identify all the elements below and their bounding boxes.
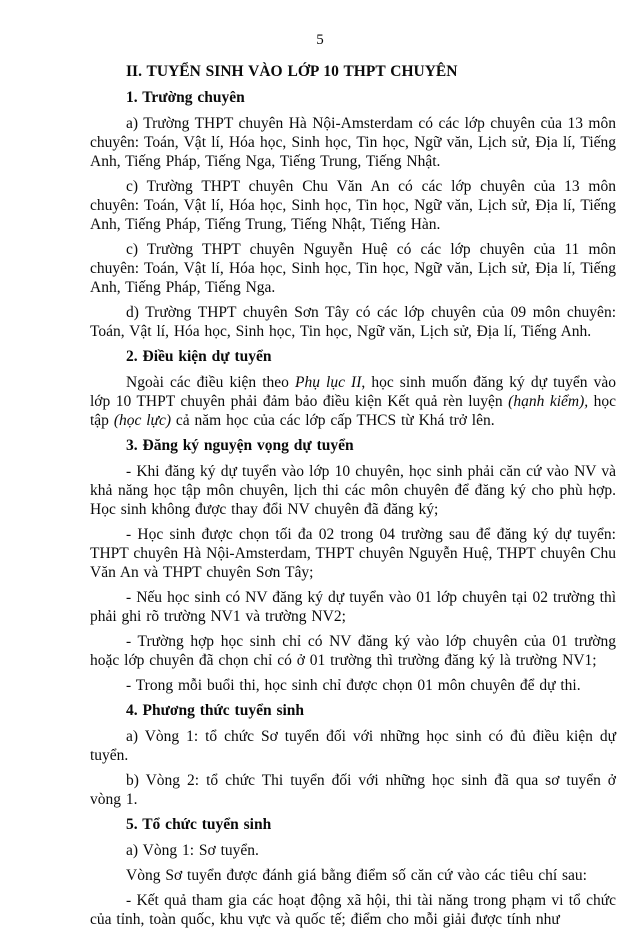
paragraph: - Trong mỗi buổi thi, học sinh chỉ được chọn 01 môn chuyên để dự thi. — [126, 677, 581, 694]
page-number: 5 — [316, 32, 324, 48]
paragraph: a) Vòng 1: tổ chức Sơ tuyển đối với những học sinh có đủ điều kiện dự tuyển. — [90, 728, 616, 764]
paragraph: a) Vòng 1: Sơ tuyển. — [126, 842, 259, 859]
paragraph: c) Trường THPT chuyên Nguyễn Huệ có các lớp chuyên của 11 môn chuyên: Toán, Vật lí, Hóa học, Sinh học, Tin học, Ngữ văn, Lịch sử, Địa lí, Tiếng Anh, Tiếng Pháp, Tiếng Nga. — [90, 241, 616, 296]
paragraph: d) Trường THPT chuyên Sơn Tây có các lớp chuyên của 09 môn chuyên: Toán, Vật lí, Hóa học, Sinh học, Tin học, Ngữ văn, Lịch sử, Địa lí, Tiếng Anh. — [90, 304, 616, 340]
italic-run: Phụ lục II — [294, 374, 362, 391]
section-heading: 3. Đăng ký nguyện vọng dự tuyển — [126, 437, 354, 454]
italic-run: (học lực) — [113, 412, 172, 429]
paragraph: a) Trường THPT chuyên Hà Nội-Amsterdam có các lớp chuyên của 13 môn chuyên: Toán, Vật lí, Hóa học, Sinh học, Tin học, Ngữ văn, Lịch sử, Địa lí, Tiếng Anh, Tiếng Pháp, Tiếng Nga, Tiếng Trung, Tiếng Nhật. — [90, 115, 616, 170]
paragraph: Ngoài các điều kiện theo Phụ lục II, học sinh muốn đăng ký dự tuyển vào lớp 10 THPT chuyên phải đảm bảo điều kiện Kết quả rèn luyện (hạnh kiểm), học tập (học lực) cả năm học của các lớp cấp THCS từ Khá trở lên. — [90, 374, 617, 429]
paragraph: Vòng Sơ tuyển được đánh giá bằng điểm số căn cứ vào các tiêu chí sau: — [126, 867, 587, 884]
section-heading: II. TUYỂN SINH VÀO LỚP 10 THPT CHUYÊN — [126, 63, 458, 80]
section-heading: 2. Điều kiện dự tuyển — [126, 348, 272, 365]
paragraph: b) Vòng 2: tổ chức Thi tuyển đối với những học sinh đã qua sơ tuyển ở vòng 1. — [90, 772, 616, 808]
italic-run: (hạnh kiểm), — [508, 393, 589, 410]
section-heading: 5. Tổ chức tuyển sinh — [126, 816, 272, 833]
paragraph: - Học sinh được chọn tối đa 02 trong 04 trường sau để đăng ký dự tuyển: THPT chuyên Hà Nội-Amsterdam, THPT chuyên Nguyễn Huệ, THPT chuyên Chu Văn An và THPT chuyên Sơn Tây; — [90, 526, 616, 581]
paragraph: - Nếu học sinh có NV đăng ký dự tuyển vào 01 lớp chuyên tại 02 trường thì phải ghi rõ trường NV1 và trường NV2; — [90, 589, 616, 625]
paragraph: c) Trường THPT chuyên Chu Văn An có các lớp chuyên của 13 môn chuyên: Toán, Vật lí, Hóa học, Sinh học, Tin học, Ngữ văn, Lịch sử, Địa lí, Tiếng Anh, Tiếng Pháp, Tiếng Trung, Tiếng Nhật, Tiếng Hàn. — [90, 178, 616, 233]
paragraph: - Trường hợp học sinh chỉ có NV đăng ký vào lớp chuyên của 01 trường hoặc lớp chuyên đã chọn chỉ có ở 01 trường thì trường đăng ký là trường NV1; — [90, 633, 616, 669]
section-heading: 1. Trường chuyên — [126, 89, 245, 106]
section-heading: 4. Phương thức tuyển sinh — [126, 702, 305, 719]
paragraph: - Kết quả tham gia các hoạt động xã hội, thi tài năng trong phạm vi tổ chức của tỉnh, toàn quốc, khu vực và quốc tế; điểm cho mỗi giải được tính như — [90, 892, 616, 928]
paragraph: - Khi đăng ký dự tuyển vào lớp 10 chuyên, học sinh phải căn cứ vào NV và khả năng học tập môn chuyên, lịch thi các môn chuyên để đăng ký cho phù hợp. Học sinh không được thay đổi NV chuyên đã đăng ký; — [90, 463, 616, 518]
document-body — [90, 62, 616, 929]
